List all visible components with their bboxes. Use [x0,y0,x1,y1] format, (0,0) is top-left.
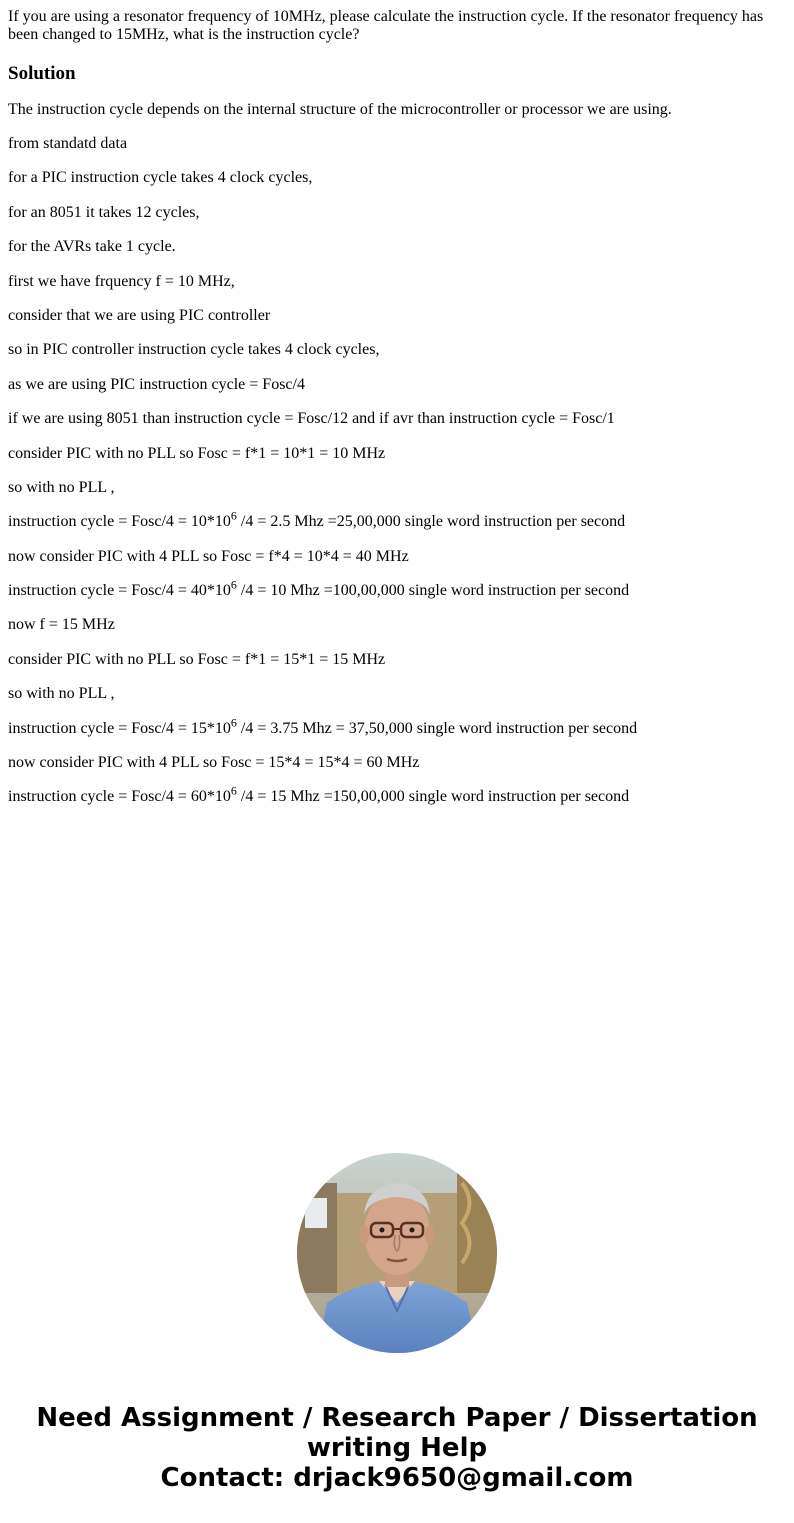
footer-contact: Contact: drjack9650@gmail.com [160,1463,634,1493]
solution-line: from standatd data [8,135,128,153]
solution-heading: Solution [8,62,76,84]
question-text: If you are using a resonator frequency of 10MHz, please calculate the instruction cycle. If the resonator frequency has been changed to 15MHz, what is the instruction cycle? [8,8,764,44]
solution-line: first we have frquency f = 10 MHz, [8,272,235,290]
exponent: 6 [230,715,237,730]
contact-footer [0,1403,794,1493]
calc-text: instruction cycle = Fosc/4 = 15*10 [8,719,231,737]
solution-line: as we are using PIC instruction cycle = Fosc/4 [8,375,305,393]
author-portrait-image [297,1153,497,1353]
calculation-line-1 [8,508,786,531]
calc-text: /4 = 2.5 Mhz =25,00,000 single word instruction per second [236,513,626,531]
exponent: 6 [230,508,237,523]
solution-line: so with no PLL , [8,685,115,703]
solution-line: for an 8051 it takes 12 cycles, [8,203,200,221]
solution-line: now consider PIC with 4 PLL so Fosc = f*4 = 10*4 = 40 MHz [8,547,409,565]
solution-line: now consider PIC with 4 PLL so Fosc = 15*4 = 15*4 = 60 MHz [8,754,420,772]
exponent: 6 [230,577,237,592]
solution-line: for a PIC instruction cycle takes 4 clock cycles, [8,169,313,187]
calc-text: instruction cycle = Fosc/4 = 10*10 [8,513,231,531]
calculation-line-2 [8,577,786,600]
solution-line: so with no PLL , [8,478,115,496]
calculation-line-3 [8,715,786,738]
footer-line: Need Assignment / Research Paper / Dissertation [36,1403,758,1433]
calc-text: /4 = 15 Mhz =150,00,000 single word instruction per second [236,788,630,806]
calc-text: instruction cycle = Fosc/4 = 40*10 [8,582,231,600]
footer-line: writing Help [306,1433,488,1463]
solution-line: if we are using 8051 than instruction cycle = Fosc/12 and if avr than instruction cycle = Fosc/1 [8,410,615,428]
calc-text: /4 = 3.75 Mhz = 37,50,000 single word instruction per second [236,719,638,737]
calc-text: /4 = 10 Mhz =100,00,000 single word instruction per second [236,582,630,600]
solution-line: The instruction cycle depends on the internal structure of the microcontroller or processor we are using. [8,100,672,118]
exponent: 6 [230,784,237,799]
solution-line: for the AVRs take 1 cycle. [8,238,176,256]
solution-line: consider that we are using PIC controller [8,306,271,324]
author-photo [297,1153,497,1353]
solution-line: so in PIC controller instruction cycle takes 4 clock cycles, [8,341,380,359]
solution-line: consider PIC with no PLL so Fosc = f*1 = 10*1 = 10 MHz [8,444,386,462]
solution-line: now f = 15 MHz [8,616,115,634]
solution-line: consider PIC with no PLL so Fosc = f*1 = 15*1 = 15 MHz [8,650,386,668]
calculation-line-4 [8,784,786,806]
calc-text: instruction cycle = Fosc/4 = 60*10 [8,788,231,806]
